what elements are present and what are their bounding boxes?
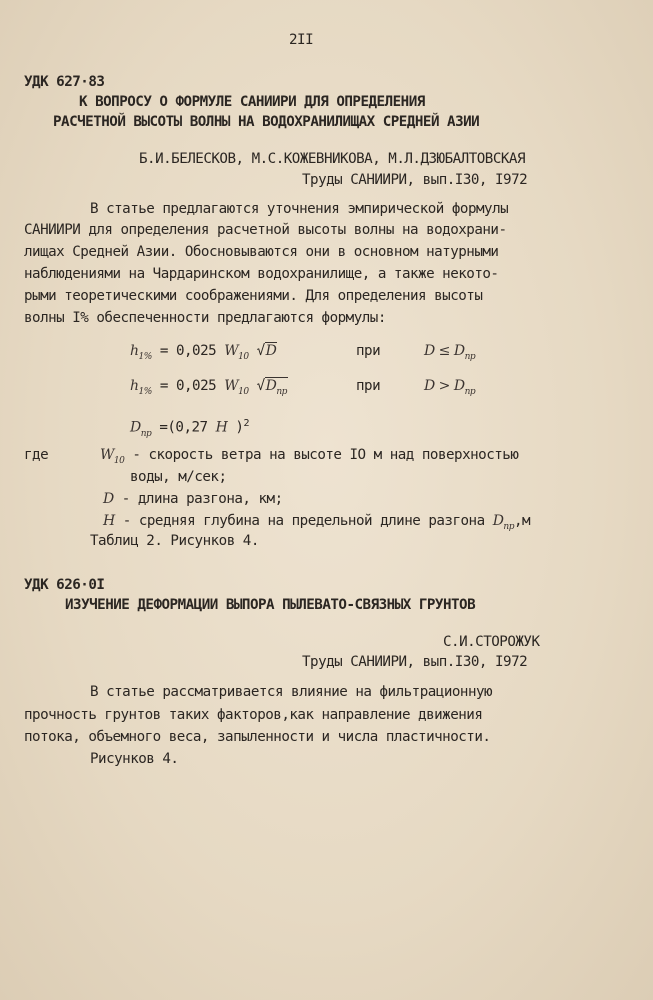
abstract-line: САНИИРИ для определения расчетной высоты волны на водохрани- <box>24 222 507 238</box>
abstract-line: В статье предлагаются уточнения эмпирической формулы <box>90 201 509 217</box>
abstract-line: прочность грунтов таких факторов,как направление движения <box>24 707 483 723</box>
article2-footer: Рисунков 4. <box>90 751 179 767</box>
page-number: 2II <box>289 32 314 48</box>
formula-subscript: пр <box>140 428 152 439</box>
definition-wind <box>100 446 518 466</box>
formula-1-pri: при <box>356 343 381 359</box>
abstract-line: В статье рассматривается влияние на фильтрационную <box>90 684 493 700</box>
abstract-line: наблюдениями на Чардаринском водохранилище, а также некото- <box>24 266 499 282</box>
abstract-line: лищах Средней Азии. Обосновываются они в основном натурными <box>24 244 499 260</box>
formula-1 <box>130 342 277 362</box>
formula-root <box>265 377 288 397</box>
where-word: где <box>24 447 49 463</box>
article1-footer: Таблиц 2. Рисунков 4. <box>90 533 259 549</box>
def-symbol: W <box>100 447 114 463</box>
article1-udk: УДК 627·83 <box>24 74 105 90</box>
article1-authors: Б.И.БЕЛЕСКОВ, М.С.КОЖЕВНИКОВА, М.Л.ДЗЮБАЛТОВСКАЯ <box>139 151 525 167</box>
def-symbol: D <box>103 491 114 507</box>
article2-source: Труды САНИИРИ, вып.I30, I972 <box>302 654 528 670</box>
formula-subscript: пр <box>464 387 476 397</box>
formula-subscript: 10 <box>238 352 249 362</box>
article2-title: ИЗУЧЕНИЕ ДЕФОРМАЦИИ ВЫПОРА ПЫЛЕВАТО-СВЯЗНЫХ ГРУНТОВ <box>65 597 476 613</box>
definition-wind-cont: воды, м/сек; <box>130 469 227 485</box>
formula-subscript: 1% <box>138 387 152 397</box>
sqrt-sign: √ <box>256 378 265 394</box>
def-text: - скорость ветра на высоте IO м над поверхностью <box>124 447 519 463</box>
abstract-line: рыми теоретическими соображениями. Для определения высоты <box>24 288 483 304</box>
formula-2 <box>130 377 288 397</box>
formula-subscript: 10 <box>238 387 249 397</box>
formula-symbol-d: D <box>130 419 141 436</box>
formula-subscript: пр <box>464 352 476 362</box>
def-tail-symbol: D <box>492 513 504 529</box>
formula-3 <box>130 415 249 439</box>
formula-symbol-h: H <box>215 419 228 436</box>
formula-expression: = 0,025 <box>159 378 225 394</box>
formula-expression: = 0,025 <box>159 343 225 359</box>
formula-root-symbol: D <box>265 378 277 394</box>
formula-1-condition <box>424 342 475 362</box>
formula-2-pri: при <box>356 378 381 394</box>
formula-exponent: 2 <box>243 418 249 429</box>
formula-subscript: пр <box>503 522 514 532</box>
def-tail: ,м <box>513 513 531 529</box>
article1-title-line2: РАСЧЕТНОЙ ВЫСОТЫ ВОЛНЫ НА ВОДОХРАНИЛИЩАХ СРЕДНЕЙ АЗИИ <box>53 114 480 130</box>
formula-root-symbol: D <box>265 343 277 359</box>
formula-expression: =(0,27 <box>159 419 216 436</box>
sqrt-sign: √ <box>256 343 265 359</box>
formula-subscript: 1% <box>138 352 152 362</box>
formula-subscript: 10 <box>113 456 125 466</box>
article2-author: С.И.СТОРОЖУК <box>443 634 540 650</box>
abstract-line: волны I% обеспеченности предлагаются формулы: <box>24 310 386 326</box>
def-text: - длина разгона, км; <box>113 491 283 507</box>
formula-condition: D > D <box>424 378 465 394</box>
definition-depth <box>103 512 530 532</box>
formula-symbol-w: W <box>224 343 239 359</box>
def-text: - средняя глубина на предельной длине разгона <box>114 513 493 529</box>
formula-subscript: пр <box>276 387 287 397</box>
formula-symbol-h: h <box>130 378 139 394</box>
definition-length <box>103 490 283 508</box>
article1-source: Труды САНИИРИ, вып.I30, I972 <box>302 172 528 188</box>
def-symbol: H <box>103 513 115 529</box>
article2-udk: УДК 626·0I <box>24 577 105 593</box>
abstract-line: потока, объемного веса, запыленности и числа пластичности. <box>24 729 491 745</box>
formula-2-condition <box>424 377 475 397</box>
formula-condition: D ≤ D <box>424 343 465 359</box>
formula-close: ) <box>235 419 244 436</box>
formula-symbol-w: W <box>224 378 239 394</box>
formula-symbol-h: h <box>130 343 139 359</box>
article1-title-line1: К ВОПРОСУ О ФОРМУЛЕ САНИИРИ ДЛЯ ОПРЕДЕЛЕНИЯ <box>79 94 425 110</box>
